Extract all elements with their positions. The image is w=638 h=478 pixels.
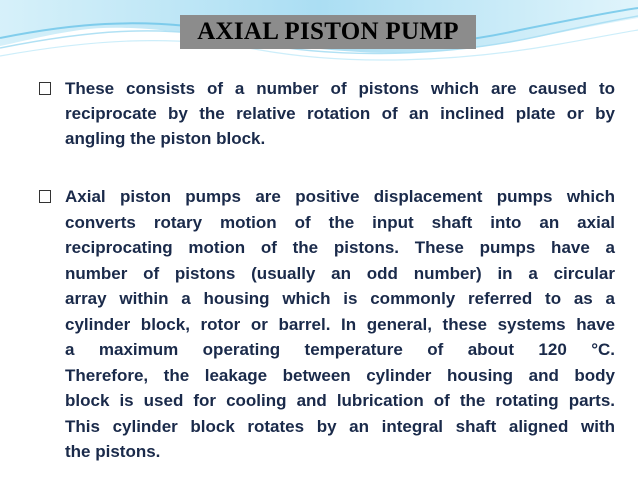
paragraph-line: the pistons. <box>65 442 161 461</box>
paragraph-line: reciprocate by the relative rotation of an inclined plate or by <box>65 104 615 123</box>
paragraph-line: number of pistons (usually an odd number) in a circular <box>65 263 615 283</box>
bullet-icon <box>39 82 51 95</box>
bullet-icon <box>39 190 51 203</box>
paragraph-line: Axial piston pumps are positive displacement pumps which <box>65 187 615 206</box>
paragraph-line: These consists of a number of pistons which are caused to <box>65 79 615 98</box>
paragraph-line: a maximum operating temperature of about 120 °C. <box>65 340 615 359</box>
paragraph-line: converts rotary motion of the input shaft into an axial <box>65 212 615 232</box>
paragraph-1 <box>65 76 615 151</box>
paragraph-line: block is used for cooling and lubrication of the rotating parts. <box>65 391 615 410</box>
paragraph-line: Therefore, the leakage between cylinder housing and body <box>65 365 615 385</box>
paragraph-line: This cylinder block rotates by an integral shaft aligned with <box>65 416 615 436</box>
paragraph-2 <box>65 184 615 465</box>
slide-title: AXIAL PISTON PUMP <box>180 15 476 49</box>
paragraph-line: reciprocating motion of the pistons. These pumps have a <box>65 238 615 257</box>
paragraph-line: cylinder block, rotor or barrel. In general, these systems have <box>65 314 615 334</box>
paragraph-line: array within a housing which is commonly referred to as a <box>65 289 615 308</box>
paragraph-line: angling the piston block. <box>65 129 266 148</box>
